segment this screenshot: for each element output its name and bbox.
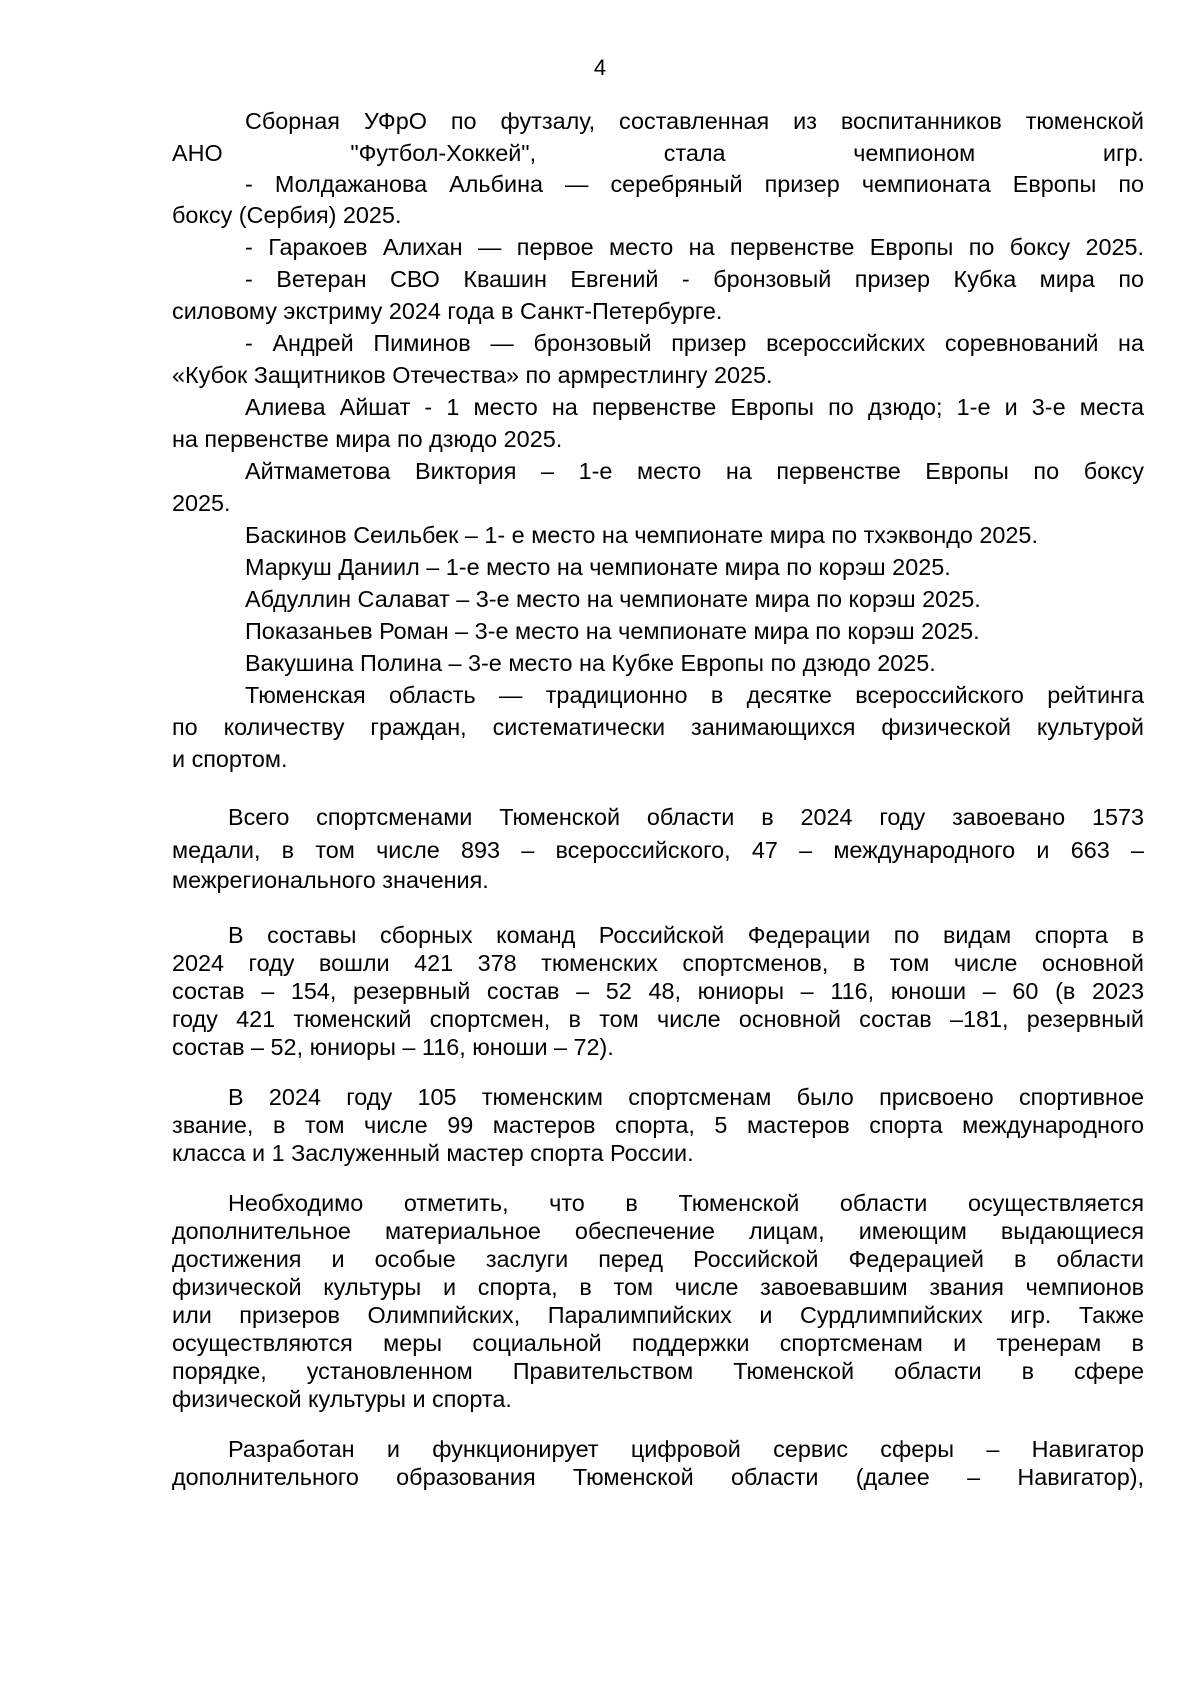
text-line: - Молдажанова Альбина — серебряный призер чемпионата Европы по (245, 171, 1144, 197)
text-line: Всего спортсменами Тюменской области в 2024 году завоевано 1573 (228, 804, 1144, 830)
text-line: году 421 тюменский спортсмен, в том числе основной состав –181, резервный (172, 1006, 1144, 1032)
text-line: Показаньев Роман – 3-е место на чемпионате мира по корэш 2025. (245, 618, 980, 644)
text-line: Тюменская область — традиционно в десятке всероссийского рейтинга (245, 682, 1144, 708)
text-line: медали, в том числе 893 – всероссийского, 47 – международного и 663 – (172, 837, 1144, 863)
text-line: звание, в том числе 99 мастеров спорта, 5 мастеров спорта международного (172, 1112, 1144, 1138)
text-line: или призеров Олимпийских, Паралимпийских и Сурдлимпийских игр. Также (172, 1302, 1144, 1328)
text-line: Айтмаметова Виктория – 1-е место на первенстве Европы по боксу (245, 458, 1144, 484)
text-line: Абдуллин Салават – 3-е место на чемпионате мира по корэш 2025. (245, 586, 981, 612)
text-line: - Гаракоев Алихан — первое место на первенстве Европы по боксу 2025. (245, 234, 1144, 260)
text-line: В 2024 году 105 тюменским спортсменам было присвоено спортивное (228, 1084, 1144, 1110)
text-line: и спортом. (172, 746, 288, 772)
text-line: межрегионального значения. (172, 867, 489, 893)
text-line: - Ветеран СВО Квашин Евгений - бронзовый призер Кубка мира по (245, 266, 1144, 292)
text-line: 2024 году вошли 421 378 тюменских спортсменов, в том числе основной (172, 950, 1144, 976)
text-line: на первенстве мира по дзюдо 2025. (172, 426, 563, 452)
text-line: АНО "Футбол-Хоккей", стала чемпионом игр. (172, 140, 1144, 166)
text-line: 2025. (172, 490, 231, 516)
text-line: физической культуры и спорта, в том числе завоевавшим звания чемпионов (172, 1274, 1144, 1300)
text-line: состав – 52, юниоры – 116, юноши – 72). (172, 1034, 614, 1060)
text-line: по количеству граждан, систематически занимающихся физической культурой (172, 714, 1144, 740)
text-line: Необходимо отметить, что в Тюменской области осуществляется (228, 1190, 1144, 1216)
text-line: порядке, установленном Правительством Тюменской области в сфере (172, 1358, 1144, 1384)
text-line: Вакушина Полина – 3-е место на Кубке Европы по дзюдо 2025. (245, 650, 936, 676)
text-line: Маркуш Даниил – 1-е место на чемпионате мира по корэш 2025. (245, 554, 951, 580)
text-line: боксу (Сербия) 2025. (172, 202, 402, 228)
text-line: Разработан и функционирует цифровой сервис сферы – Навигатор (228, 1436, 1144, 1462)
text-line: В составы сборных команд Российской Федерации по видам спорта в (228, 922, 1144, 948)
text-line: «Кубок Защитников Отечества» по армрестлингу 2025. (172, 362, 773, 388)
text-line: силовому экстриму 2024 года в Санкт-Петербурге. (172, 298, 723, 324)
text-line: класса и 1 Заслуженный мастер спорта России. (172, 1140, 694, 1166)
text-line: физической культуры и спорта. (172, 1386, 512, 1412)
text-line: Баскинов Сеильбек – 1- е место на чемпионате мира по тхэквондо 2025. (245, 522, 1038, 548)
page-number: 4 (593, 55, 607, 80)
text-line: состав – 154, резервный состав – 52 48, юниоры – 116, юноши – 60 (в 2023 (172, 978, 1144, 1004)
text-line: осуществляются меры социальной поддержки спортсменам и тренерам в (172, 1330, 1144, 1356)
text-line: - Андрей Пиминов — бронзовый призер всероссийских соревнований на (245, 330, 1144, 356)
text-line: достижения и особые заслуги перед Российской Федерацией в области (172, 1246, 1144, 1272)
text-line: дополнительное материальное обеспечение лицам, имеющим выдающиеся (172, 1218, 1144, 1244)
text-line: дополнительного образования Тюменской области (далее – Навигатор), (172, 1464, 1144, 1490)
text-line: Алиева Айшат - 1 место на первенстве Европы по дзюдо; 1-е и 3-е места (245, 394, 1144, 420)
text-line: Сборная УФрО по футзалу, составленная из воспитанников тюменской (245, 108, 1144, 134)
